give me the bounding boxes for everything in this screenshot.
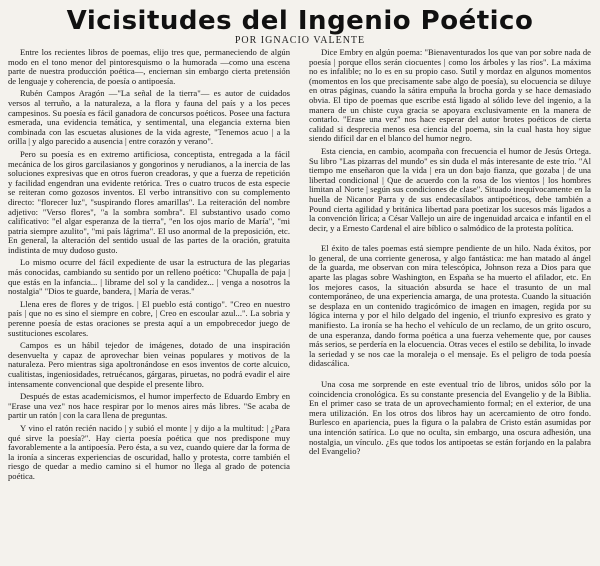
paragraph: Esta ciencia, en cambio, acompaña con frecuencia el humor de Jesús Ortega. Su libro "Las pizarras del mundo" es sin duda el más interesante de este trío. "Al tiempo me enseñaron que la vida | era un don bajo fianza, que gozaba | de una libertad condicional | Que de acuerdo con la rosa de los vientos | los hombres limitan al Norte | según sus condiciones de clase". Situado inequívocamente en la huella de Nicanor Parra y de sus endecasílabos antipoéticos, debe también a Pound cierta agilidad y británica libertad para poetizar los sucesos más ligados a la convención lírica; a César Vallejo un aire de ingenuidad arcaica e infantil en el decir, y a Ernesto Cardenal el aire bíblico o salmódico de la protesta política.: [309, 145, 591, 233]
paragraph: Dice Embry en algún poema: "Bienaventurados los que van por sobre nada de poesía | porque ellos serán ciocuentes | como los árboles y las ríos". La máxima no es infalible; no lo es en su propio caso. Sutil y mordaz en algunos momentos (momentos en los que precisamente sabe algo de poesía), su elocuencia se diluye en otras páginas, cuando la sátira empuña la brocha gorda y se hace demasiado obvia. El tipo de poemas que escribe está ligado al sólido leve del ingenio, a la manera de un chiste cuya gracia se apoyara exclusivamente en la manera de contarlo. "Erase una vez" nos hace esperar del autor brotes poéticos de cierta calidad si desprecia menos esa ciencia del poema, sin la cual hasta hoy sigue siendo difícil dar en el blanco del humor negro.: [309, 48, 591, 144]
paragraph: Después de estas academicismos, el humor imperfecto de Eduardo Embry en "Erase una vez" nos hace respirar por lo menos aires más libres. "Se acaba de partir un ratón | con la cara llena de preguntas.: [8, 391, 290, 421]
left-column: [8, 48, 290, 564]
paragraph: Y vino el ratón recién nacido | y subió el monte | y dijo a la multitud: | ¿Para qué sirve la poesía?". Hay cierta poesía poética que nos predispone muy favorablemente a la antipoesía. Pero ésta, a su vez, cuando quiere dar la forma de la ironía a sinceras experiencias de oscuridad, hallo y protesta, corre también el riesgo de quedar a medio camino si el humor no llega al grado de potencia poética.: [8, 422, 290, 481]
paragraph: Lo mismo ocurre del fácil expediente de usar la estructura de las plegarias más conocidas, cambiando su sentido por un relleno poético: "Chupalla de paja | que estás en la infancia... | librame del sol y la candidez... | venga a nosotros la nostalgia" "Dios te guarde, bandera, | María de veras.": [8, 257, 290, 297]
right-column: [309, 48, 591, 564]
paragraph: Una cosa me sorprende en este eventual trío de libros, unidos sólo por la coincidencia cronológica. Es su constante presencia del Evangelio y de la Biblia. En el primer caso se trata de un aprovechamiento formal; en el exterior, de una mera utilización. En los otros dos libros hay un acercamiento de otro fondo. Burlesco en apariencia, pues la figura o la palabra de Cristo están asumidas por una intención satírica. Lo que no oculta, sin embargo, una oscura adhesión, una nostalgia, un vínculo. ¿Es que todos los antipoetas se están forjando en la palabra del Evangelio?: [309, 379, 591, 457]
paragraph: El éxito de tales poemas está siempre pendiente de un hilo. Nada éxitos, por lo general, de una corriente generosa, y algo fantástica: me han matado al ángel de la guarda, me observan con mira telescópica, Johnson reza a Dios para que aparte las plagas sobre Washington, en España se ha muerto el afilador, etc. En los mejores casos, la situación absurda se hace el trasunto de un mal contemporáneo, de una experiencia amarga, de una protesta. Cuando la situación se desplaza en un contenido tragicómico de imagen en imagen, regida por su lógica interna y por el hilo delgado del ingenio, el triunfo expresivo es grato y manifiesto. La ironía se ha hecho el vehículo de un reclamo, de un grito oscuro, de una esperanza, dando forma poética a una fuerza vehemente que, por causes más serios, se perdería en la elocuencia. Otras veces el estilo se debilita, lo invade la seriedad y se nos cae la moraleja o el mensaje. Es el peligro de toda poesía didascálica.: [309, 243, 591, 369]
paragraph: Pero su poesía es en extremo artificiosa, conceptista, entregada a la fácil mecánica de los giros garcilasianos y gongorinos y nerudianos, a la inercia de las soluciones expresivas que en otros fueron creadoras, y que a fuerza de repetición y facilidad engendran una evidente retórica. Tres o cuatro trucos de esta especie se reiteran como gozosos inventos. El verbo intransitivo con su complemento directo: "florecer luz", "suspirando flores amarillas". La reiteración del nombre adjetivo: "Verso flores", "a la sombra sombra". El substantivo usado como calificativo: "el algar esperanza de la tierra", "en los ojos marío de María", "mi patria siempre azulito", "mi país lágrima". El uso anormal de la preposición, etc. En general, la alteración del sentido usual de las partes de la oración, gratuita indistinta de muy dudoso gusto.: [8, 148, 290, 255]
paragraph: Llena eres de flores y de trigos. | El pueblo está contigo". "Creo en nuestro país | que no es sino el siempre en cobre, | Creo en escoular azul...". La sobria y perenne poesía de estas oraciones se presta aquí a un empobrecedor juego de sustituciones escolares.: [8, 298, 290, 338]
paragraph: Rubén Campos Aragón —"La señal de la tierra"— es autor de cuidados versos al terruño, a la naturaleza, a la flora y fauna del país y a los peces campesinos. Su poesía es fácil ganadora de concursos poéticos. Posee una factura esmerada, una evidencia temática, y sentimental, una elegancia externa bien combinada con las escuetas alusiones de la vida agreste, "Tenemos acuo | a la orilla | y algo parecido a ausencia | entre corazón y verano".: [8, 88, 290, 147]
paragraph: Campos es un hábil tejedor de imágenes, dotado de una inspiración desenvuelta y capaz de aprovechar bien veinas populares y motivos de la naturaleza. Pero mientras siga apoltronándose en esos inventos de corte alcuico, cualitistas, ingeniosidades, retruécanos, gárgaras, piruetas, no podrá evadir el aire intensamente convencional que despide el presente libro.: [8, 340, 290, 389]
article-title: Vicisitudes del Ingenio Poético: [66, 6, 534, 36]
paragraph: Entre los recientes libros de poemas, elijo tres que, permaneciendo de algún modo en el tono menor del pintoresquismo o la humorada —como una escena parte de nuestra producción poética—, enciernan sin embargo cierta pretensión de lenguaje y coherencia, de poesía o antipoesía.: [8, 48, 290, 86]
article-byline: POR IGNACIO VALENTE: [234, 35, 366, 46]
